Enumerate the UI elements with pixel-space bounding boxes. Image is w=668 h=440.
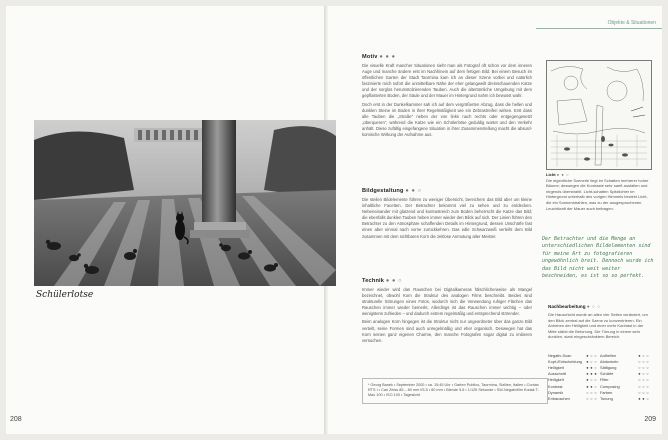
- rating-label: Ausschnitt: [548, 371, 566, 377]
- rating-label: Farben: [600, 389, 613, 395]
- rating-label: Helligkeit: [548, 364, 564, 370]
- rating-label: Filter: [600, 377, 609, 383]
- technik-title: Technik: [362, 278, 385, 284]
- rating-label: Dynamik: [548, 389, 564, 395]
- rating-row: [548, 377, 652, 383]
- handwritten-note: Der Betrachter und die Menge an unterschiedlichen Bildelementen sind für meine Art zu fotografieren ungewöhnlich breit. Dennoch wurde ich das Bild nicht weit weiter beschneiden, es ist so so perfekt.: [542, 236, 654, 280]
- technik-rating-dots: ● ● ○: [385, 278, 403, 284]
- rating-dots: ● ○ ○: [638, 371, 649, 377]
- rating-row: [548, 371, 652, 377]
- bildgestaltung-rating-dots: ● ● ○: [405, 188, 422, 194]
- lighting-sketch: [546, 60, 652, 170]
- technik-paragraph: Beim analogen Korn hingegen ist die Struktur nicht nur ungeordneter über das ganze Bild verteilt, seine Formen sind auch unregelmäßig und eher organisch. Deswegen hat das Korn seinen ganz eigenen Charme, den manche Fotografen sogar digital zu imitieren versuchen.: [362, 319, 532, 343]
- post-processing-rating-table: [548, 352, 652, 402]
- rating-row: [548, 395, 652, 401]
- rating-label: Composing: [600, 383, 620, 389]
- motiv-paragraph: Die visuelle Kraft mancher Situationen sieht man als Fotograf oft schon vor dem inneren Auge und manche ändere erst im Nachhinein auf dem fertigen Bild. Bei einem Besuch im öffentlichen Garten der Stadt Taormina kam ich an dieser Szene vorbei und natürlich faszinierte mich sofort die unmittelbare Nähe der eher gelangweilt dreinschauenden Katze und der sorglos herumstolzierenden Tauben. Auch die altertümliche Umgebung mit dem gepflasterten Boden, der Säule und der Mauer im Hintergrund nahm ich bewusst wahr.: [362, 63, 532, 99]
- bildgestaltung-text: [362, 197, 532, 242]
- rating-dots: ○ ○ ○: [638, 358, 649, 364]
- section-header-label: Objekte & Situationen: [607, 20, 656, 26]
- rating-dots: ● ● ●: [586, 371, 597, 377]
- bildgestaltung-heading: [362, 188, 422, 194]
- nachbearbeitung-heading: [548, 304, 601, 309]
- motiv-heading: [362, 54, 396, 60]
- rating-label: Schärfe: [600, 371, 614, 377]
- bildgestaltung-paragraph: Die steilen Bildelemente führen zu weniger Übersicht, bereichern das Bild aber um kleine inhaltliche Facetten. Der Betrachter bekommt viel zu sehen und zu entdecken. Nebeneinander mit glatzend und kontrastreich zum Boden beherrscht die Katze das Bild; die ebenfalls dunklen Tauben heben immer wieder den Blick auf sich. Der Linien führen den Betrachter zu den Atmosphäre schaffenden Details im Hintergrund, dessen Unschärfe fast einen aber einmal nach vorne zurückkehren. Das edle Schwarzweiß verleiht dem Bild zusammen mit dem sichtbaren Korn die zeitlose Anmutung alter Meister.: [362, 197, 532, 239]
- rating-row: [548, 358, 652, 364]
- rating-dots: ● ● ○: [586, 364, 597, 370]
- rating-label: Kontrast: [548, 383, 563, 389]
- motiv-title: Motiv: [362, 54, 378, 60]
- rating-dots: ● ○ ○: [586, 377, 597, 383]
- rating-label: Entrauschen: [548, 395, 570, 401]
- rating-label: Sättigung: [600, 364, 617, 370]
- technik-text: [362, 287, 532, 346]
- rating-label: Negativ-Scan: [548, 352, 572, 358]
- rating-label: Abdunkeln: [600, 358, 619, 364]
- rating-dots: ○ ○ ○: [638, 377, 649, 383]
- rating-dots: ○ ○ ○: [638, 389, 649, 395]
- rating-label: Tonung: [600, 395, 613, 401]
- technik-paragraph: Immer wieder wird das Rauschen bei Digitalkameras fälschlicherweise als Mangel bezeichnet, obwohl Korn die Struktur des analogen Films beschreibt. Beides sind strukturelle Störungen eines Fotos, wodurch sich die Verwendung ruhiger Flächen das Rauschen immer wieder bemerkt. Allerdings ist das Rauschen immer wichtig – oder wenigstens zufrieden – und dadurch extrem regelmäßig und entsprechend störender.: [362, 287, 532, 317]
- sketch-drawing: [547, 61, 651, 169]
- header-rule: [536, 28, 662, 29]
- rating-row: [548, 352, 652, 358]
- rating-dots: ● ○ ○: [586, 358, 597, 364]
- right-page-content: [328, 6, 662, 434]
- rating-label: Kopf-/Entscheidung: [548, 358, 582, 364]
- rating-label: Helligkeit: [548, 377, 564, 383]
- nachbearbeitung-rating-dots: ● ○ ○: [586, 304, 601, 309]
- rating-dots: ○ ○ ○: [586, 395, 597, 401]
- motiv-rating-dots: ● ● ●: [379, 54, 396, 60]
- licht-title: Licht: [546, 172, 556, 177]
- photo-illustration: [34, 120, 336, 286]
- bildgestaltung-title: Bildgestaltung: [362, 188, 404, 194]
- rating-dots: ○ ○ ○: [638, 364, 649, 370]
- handwritten-caption: Schülerlotse: [36, 290, 94, 300]
- left-page-number: 208: [10, 416, 22, 423]
- rating-dots: ● ● ○: [586, 383, 597, 389]
- motiv-text: [362, 63, 532, 140]
- rating-row: [548, 389, 652, 395]
- rating-row: [548, 364, 652, 370]
- licht-text: Die eigentliche Szenerie liegt im Schatten mehrerer hoher Bäume; deswegen die Kontraste sehr sanft ausfallen und nirgends überstrahlt. Licht-schatten Spitzlichter im Hintergrund unterhalb des vorigen Himmels bewirkt Licht, die ein Sonnenstrahlen, was zu der ausgesprochenen Leuchtkraft der Mauer auch beitragen.: [546, 177, 649, 211]
- rating-dots: ● ○ ○: [586, 352, 597, 358]
- rating-dots: ● ○ ○: [638, 352, 649, 358]
- licht-caption: [546, 172, 650, 211]
- bw-photo-cat-pigeons: [34, 120, 336, 286]
- licht-rating-dots: ● ● ○: [556, 172, 570, 177]
- rating-dots: ○ ○ ○: [586, 389, 597, 395]
- nachbearbeitung-text: Die Hauschicht wurde an allen vier Seiten verändert, um den Blick zentral auf die Szene zu konzentrieren. Ein Anheben der Helligkeit und einer mehr Kontrast in der Mitte stärkt die Betonung. Die Tönung in einem sehr dunklen, stark eingeschränktem Bereich.: [548, 312, 648, 340]
- rating-dots: ● ● ○: [638, 395, 649, 401]
- exif-footnote: * Georg Banek • September 2000 • ca. 15:45 Uhr • Garten Publico, Taormina, Sizilien, Italien • Contax RTS I • Carl Zeiss 85 – 80 mm f/3.5 • 80 mm • Blende 5.6 • 1/125 Sekunde • SW-Negativfilm Kodak T-Max 100 • ISO 100 • Tageslicht: [362, 378, 548, 404]
- technik-heading: [362, 278, 402, 284]
- motiv-paragraph: Doch erst in der Dunkelkammer sah ich auf dem vergrößerten Abzug, dass die hellen und dunklen Steine im Boden in ihrer Regelmäßigkeit wie ein Zebrastreifen wirken. Erst dass alle Tauben die „Straße" neben der von links nach rechts oder entgegengesetzt „überqueren", während die Katze wie ein Schülerlotse geduldig wartet und den Verkehr anhält. Diese zufällig eingefangene Situation in ihrer Zusammenstellung macht die absurd-komische Wirkung der Aufnahme aus.: [362, 101, 532, 138]
- right-page-number: 209: [644, 416, 656, 423]
- rating-row: [548, 383, 652, 389]
- rating-label: Aufhellen: [600, 352, 617, 358]
- rating-dots: ○ ○ ○: [638, 383, 649, 389]
- nachbearbeitung-title: Nachbearbeitung: [548, 304, 586, 309]
